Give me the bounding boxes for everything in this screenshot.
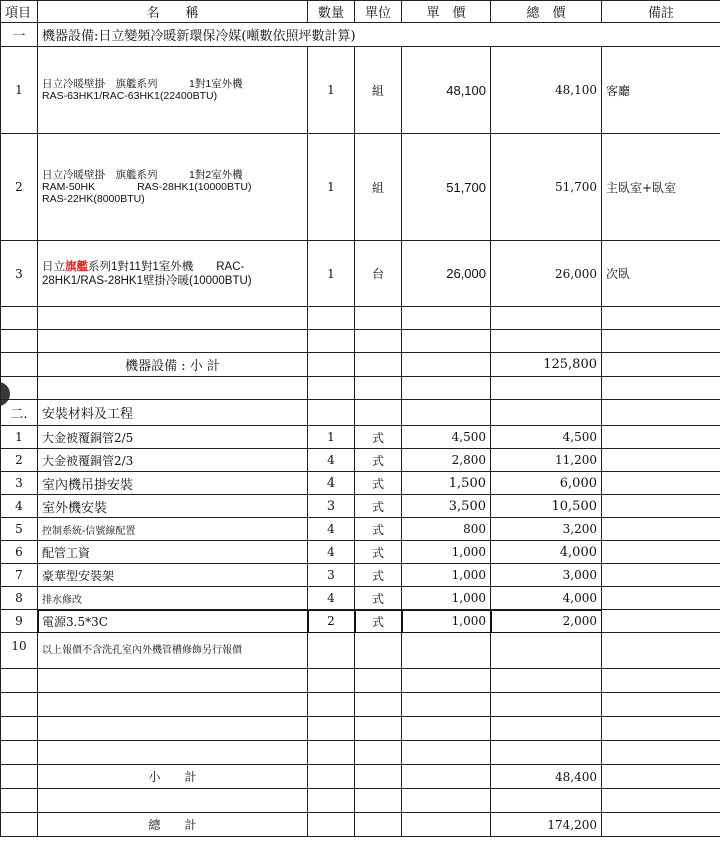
- total-cell: 6,000: [491, 472, 602, 495]
- header-unit: 單位: [355, 1, 402, 23]
- section2-subtotal-value: 48,400: [491, 765, 602, 789]
- product-line: 28HK1/RAS-28HK1壁掛冷暖(10000BTU): [42, 274, 252, 287]
- empty-row: [1, 693, 720, 717]
- empty-row: [1, 377, 720, 400]
- row-number: 4: [1, 495, 38, 518]
- table-row: [1, 472, 720, 495]
- header-note: 備註: [602, 1, 720, 23]
- price-cell: 1,500: [402, 472, 491, 495]
- grand-total-value: 174,200: [491, 813, 602, 837]
- qty-cell: 4: [308, 449, 355, 472]
- row-number: 7: [1, 564, 38, 587]
- product-line: 日立冷暖壁掛 旗艦系列 1對2室外機: [42, 169, 243, 181]
- total-cell: 4,000: [491, 541, 602, 564]
- total-cell: 51,700: [491, 134, 602, 241]
- table-row: [1, 449, 720, 472]
- row-number: 8: [1, 587, 38, 610]
- row-number: 2: [1, 134, 38, 241]
- unit-cell: 式: [355, 449, 402, 472]
- qty-cell: 2: [308, 610, 355, 633]
- total-cell: 3,000: [491, 564, 602, 587]
- unit-cell: 式: [355, 564, 402, 587]
- unit-cell: 式: [355, 426, 402, 449]
- qty-cell: 4: [308, 518, 355, 541]
- row-number: 10: [1, 633, 38, 669]
- price-cell: 48,100: [402, 47, 491, 134]
- empty-row: [1, 330, 720, 353]
- table-row: [1, 426, 720, 449]
- price-cell: 51,700: [402, 134, 491, 241]
- product-prefix: 日立: [42, 260, 65, 273]
- table-row: [1, 633, 720, 669]
- row-number: 2: [1, 449, 38, 472]
- total-cell: 11,200: [491, 449, 602, 472]
- note-cell: 次臥: [602, 241, 720, 307]
- item-name: 室外機安裝: [38, 495, 308, 518]
- header-name: 名 稱: [38, 1, 308, 23]
- total-cell: 4,500: [491, 426, 602, 449]
- empty-row: [1, 717, 720, 741]
- header-row: [1, 1, 720, 23]
- product-rest: 系列1對11對1室外機 RAC-: [88, 260, 245, 273]
- section2-subtotal-row: [1, 765, 720, 789]
- product-line: RAM-50HK RAS-28HK1(10000BTU): [42, 181, 252, 193]
- empty-row: [1, 307, 720, 330]
- section2-subtotal-label: 小 計: [38, 765, 308, 789]
- total-cell: 4,000: [491, 587, 602, 610]
- price-cell: 2,800: [402, 449, 491, 472]
- qty-cell: 3: [308, 495, 355, 518]
- item-name: 大金被覆銅管2/3: [38, 449, 308, 472]
- section1-title-row: [1, 23, 720, 47]
- product-description: [38, 47, 308, 134]
- price-cell: 800: [402, 518, 491, 541]
- table-row: [1, 134, 720, 241]
- qty-cell: 4: [308, 541, 355, 564]
- price-cell: 1,000: [402, 541, 491, 564]
- section2-title: 安裝材料及工程: [38, 400, 308, 426]
- section2-title-row: [1, 400, 720, 426]
- unit-cell: 組: [355, 134, 402, 241]
- install-rows: [1, 426, 720, 633]
- product-line: 日立冷暖壁掛 旗艦系列 1對1室外機: [42, 78, 243, 90]
- note-cell: 客廳: [602, 47, 720, 134]
- price-cell: 4,500: [402, 426, 491, 449]
- unit-cell: 式: [355, 610, 402, 633]
- unit-cell: 式: [355, 518, 402, 541]
- total-cell: 3,200: [491, 518, 602, 541]
- qty-cell: 1: [308, 241, 355, 307]
- total-cell: 2,000: [491, 610, 602, 633]
- price-cell: 1,000: [402, 610, 491, 633]
- header-item: 項目: [1, 1, 38, 23]
- item-name: 排水修改: [38, 587, 308, 610]
- total-cell: 10,500: [491, 495, 602, 518]
- item-name: 大金被覆銅管2/5: [38, 426, 308, 449]
- product-line: RAS-22HK(8000BTU): [42, 193, 145, 205]
- section1-subtotal-value: 125,800: [491, 353, 602, 377]
- qty-cell: 4: [308, 587, 355, 610]
- unit-cell: 台: [355, 241, 402, 307]
- table-row: [1, 610, 720, 633]
- price-cell: 26,000: [402, 241, 491, 307]
- row-number: 3: [1, 241, 38, 307]
- row-number: 9: [1, 610, 38, 633]
- highlight-text: 旗艦: [65, 260, 88, 273]
- table-row: [1, 541, 720, 564]
- header-qty: 數量: [308, 1, 355, 23]
- grand-total-label: 總 計: [38, 813, 308, 837]
- row-number: 6: [1, 541, 38, 564]
- row-number: 1: [1, 47, 38, 134]
- item-name: 豪華型安裝架: [38, 564, 308, 587]
- header-total: 總 價: [491, 1, 602, 23]
- section1-number: 一: [1, 23, 38, 47]
- table-row: [1, 241, 720, 307]
- table-row: [1, 495, 720, 518]
- section1-subtotal-label: 機器設備 : 小 計: [38, 353, 308, 377]
- row-number: 3: [1, 472, 38, 495]
- unit-cell: 式: [355, 587, 402, 610]
- product-description: [38, 134, 308, 241]
- unit-cell: 組: [355, 47, 402, 134]
- section2-number: 二.: [1, 400, 38, 426]
- item-name: 室內機吊掛安裝: [38, 472, 308, 495]
- qty-cell: 1: [308, 426, 355, 449]
- note-cell: 主臥室+臥室: [602, 134, 720, 241]
- product-description: [38, 241, 308, 307]
- section1-title: 機器設備:日立變頻冷暖新環保冷媒(噸數依照坪數計算): [38, 23, 720, 47]
- item-name: 控制系統-信號線配置: [38, 518, 308, 541]
- table-row: [1, 564, 720, 587]
- empty-row: [1, 789, 720, 813]
- qty-cell: 1: [308, 47, 355, 134]
- empty-row: [1, 669, 720, 693]
- qty-cell: 1: [308, 134, 355, 241]
- unit-cell: 式: [355, 472, 402, 495]
- table-row: [1, 47, 720, 134]
- qty-cell: 4: [308, 472, 355, 495]
- product-line: RAS-63HK1/RAC-63HK1(22400BTU): [42, 90, 218, 102]
- empty-row: [1, 741, 720, 765]
- price-cell: 3,500: [402, 495, 491, 518]
- unit-cell: 式: [355, 541, 402, 564]
- header-price: 單 價: [402, 1, 491, 23]
- total-cell: 26,000: [491, 241, 602, 307]
- exclusion-note: 以上報價不含洗孔室內外機管槽修飾另行報價: [38, 633, 308, 669]
- qty-cell: 3: [308, 564, 355, 587]
- total-cell: 48,100: [491, 47, 602, 134]
- grand-total-row: [1, 813, 720, 837]
- item-name: 電源3.5*3C: [38, 610, 308, 633]
- unit-cell: 式: [355, 495, 402, 518]
- table-row: [1, 518, 720, 541]
- row-number: 1: [1, 426, 38, 449]
- product-line: [42, 260, 303, 274]
- row-number: 5: [1, 518, 38, 541]
- price-cell: 1,000: [402, 587, 491, 610]
- section1-subtotal-row: [1, 353, 720, 377]
- table-row: [1, 587, 720, 610]
- price-cell: 1,000: [402, 564, 491, 587]
- item-name: 配管工資: [38, 541, 308, 564]
